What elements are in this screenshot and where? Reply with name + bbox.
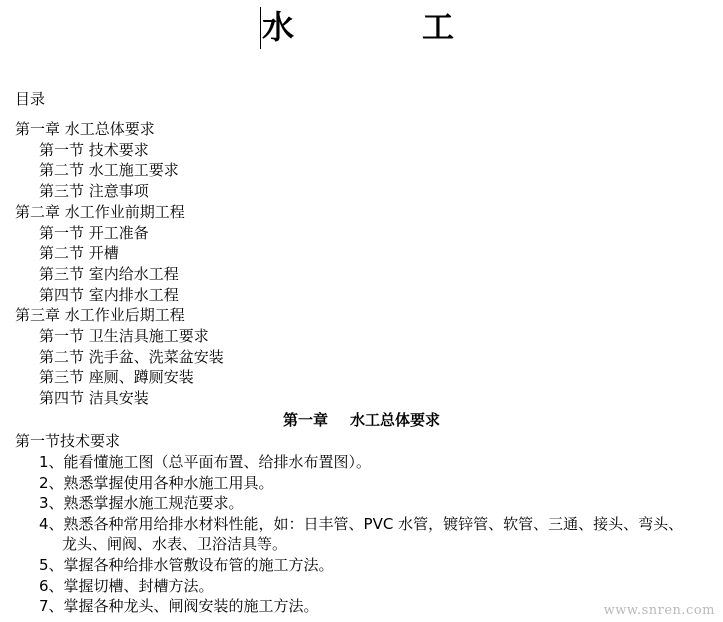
list-item: 4、熟悉各种常用给排水材料性能，如：日丰管、PVC 水管，镀锌管、软管、三通、接头、弯头、: [39, 514, 684, 533]
title-char-work: 工: [422, 8, 455, 46]
toc-chapter[interactable]: 第二章 水工作业前期工程: [15, 202, 185, 221]
toc-chapter[interactable]: 第三章 水工作业后期工程: [15, 306, 185, 325]
chapter-number: 第一章: [282, 411, 328, 429]
section-heading: 第一节技术要求: [15, 432, 121, 450]
toc-section[interactable]: 第四节 室内排水工程: [39, 285, 179, 304]
toc-heading: 目录: [15, 90, 46, 108]
toc-chapter[interactable]: 第一章 水工总体要求: [15, 120, 155, 138]
toc-section[interactable]: 第四节 洁具安装: [39, 389, 149, 408]
list-item: 2、熟悉掌握使用各种水施工用具。: [39, 473, 274, 492]
document-title: [0, 5, 723, 49]
toc-section[interactable]: 第二节 水工施工要求: [39, 161, 179, 180]
list-item: 1、能看懂施工图（总平面布置、给排水布置图）。: [39, 453, 372, 471]
toc-section[interactable]: 第二节 洗手盆、洗菜盆安装: [39, 347, 224, 366]
chapter-title: 水工总体要求: [350, 411, 441, 429]
toc-section[interactable]: 第三节 室内给水工程: [39, 264, 179, 283]
toc-section[interactable]: 第一节 开工准备: [39, 223, 149, 242]
toc-section[interactable]: 第二节 开槽: [39, 244, 119, 263]
list-item: 5、掌握各种给排水管敷设布管的施工方法。: [39, 556, 334, 574]
list-item: 龙头、闸阀、水表、卫浴洁具等。: [62, 535, 288, 554]
watermark: www.snren.com: [603, 603, 715, 618]
text-cursor: [260, 7, 261, 49]
toc-section[interactable]: 第一节 技术要求: [39, 140, 149, 159]
list-item: 7、掌握各种龙头、闸阀安装的施工方法。: [39, 597, 319, 616]
chapter-heading: [0, 410, 723, 430]
toc-section[interactable]: 第三节 座厕、蹲厕安装: [39, 368, 194, 387]
list-item: 6、掌握切槽、封槽方法。: [39, 576, 214, 595]
list-item: 3、熟悉掌握水施工规范要求。: [39, 494, 244, 513]
title-char-water: 水: [262, 8, 295, 46]
toc-section[interactable]: 第一节 卫生洁具施工要求: [39, 327, 209, 345]
toc-section[interactable]: 第三节 注意事项: [39, 182, 149, 201]
